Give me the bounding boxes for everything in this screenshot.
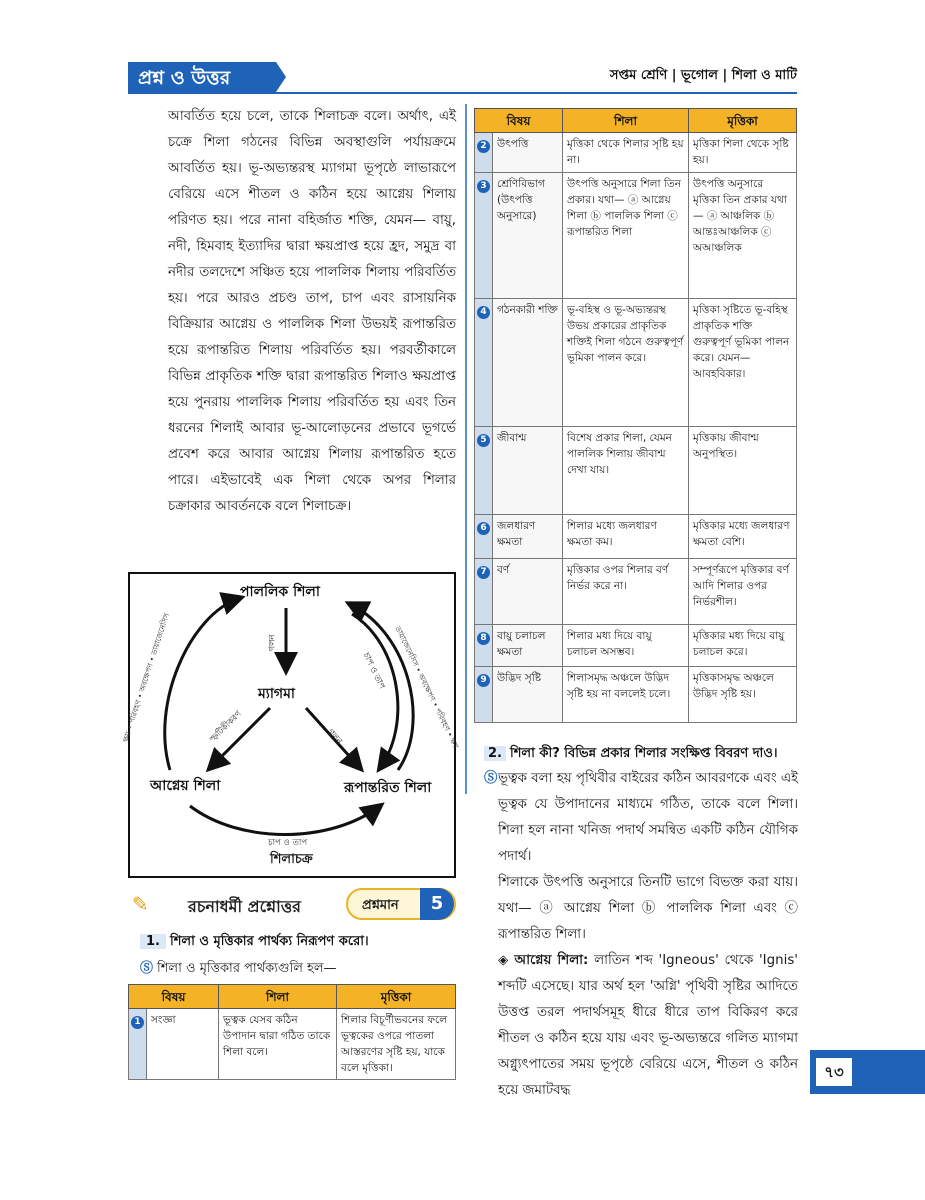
node-magma: ম্যাগমা (258, 686, 295, 702)
table-row (475, 559, 797, 625)
row-rock: ভূ-বহিস্থ ও ভূ-অভ্যন্তরস্থ উভয় প্রকারের প্রাকৃতিক শক্তিই শিলা গঠনে গুরুত্বপূর্ণ ভূমিকা পালন করে। (563, 299, 689, 427)
table-row (475, 667, 797, 723)
row-number-badge: 4 (477, 306, 490, 319)
row-subject: জীবাশ্ম (493, 427, 563, 515)
label-melt-2: গলন (325, 727, 344, 747)
row-rock: শিলার মধ্যে জলধারণ ক্ষমতা কম। (563, 515, 689, 559)
marks-label: প্রশ্নমান (362, 898, 399, 913)
table-row (475, 625, 797, 667)
answer-1-text: শিলা ও মৃত্তিকার পার্থক্যগুলি হল— (157, 961, 337, 976)
left-column (128, 104, 456, 520)
question-2 (484, 744, 800, 765)
question-1 (140, 932, 456, 980)
question-1-body: শিলা ও মৃত্তিকার পার্থক্য নিরূপণ করো। (169, 934, 369, 949)
section-heading (128, 888, 456, 920)
rock-cycle-diagram (120, 572, 461, 878)
row-rock: বিশেষ প্রকার শিলা, যেমন পাললিক শিলায় জীবাশ্ম দেখা যায়। (563, 427, 689, 515)
row-soil: মৃত্তিকা সৃষ্টিতে ভূ-বহিস্থ প্রাকৃতিক শক্তি গুরুত্বপূর্ণ ভূমিকা পালন করে। যেমন—আবহবিকার। (689, 299, 797, 427)
answer-icon: Ⓢ (484, 771, 498, 786)
table-header-rock-2: শিলা (563, 109, 689, 133)
row-number (475, 173, 493, 299)
row-subject: শ্রেণিবিভাগ (উৎপত্তি অনুসারে) (493, 173, 563, 299)
table-header-soil-2: মৃত্তিকা (689, 109, 797, 133)
row-number (475, 559, 493, 625)
igneous-text: লাতিন শব্দ 'Igneous' থেকে 'Ignis' শব্দটি এসেছে। যার অর্থ হল 'অগ্নি' পৃথিবী সৃষ্টির আদিতে উত্তপ্ত তরল পদার্থসমূহ ধীরে ধীরে তাপ বিকিরণ করে শীতল ও কঠিন হয়ে যায় এবং ভূ-অভ্যন্তরে গলিত ম্যাগমা অগ্ন্যুৎপাতের সময় ভূপৃষ্ঠে বেরিয়ে এসে, শীতল ও কঠিন হয়ে জমাটবদ্ধ (498, 953, 798, 1098)
row-number-badge: 2 (477, 140, 490, 153)
question-1-number: 1. (140, 934, 166, 949)
row-soil: মৃত্তিকার মধ্যে জলধারণ ক্ষমতা বেশি। (689, 515, 797, 559)
row-subject: উৎপত্তি (493, 133, 563, 173)
row-number-badge: 7 (477, 566, 490, 579)
row-subject: সংজ্ঞা (147, 1009, 219, 1080)
table-row (475, 173, 797, 299)
breadcrumb: সপ্তম শ্রেণি | ভূগোল | শিলা ও মাটি (609, 68, 797, 83)
question-2-number: 2. (484, 746, 506, 761)
row-soil: মৃত্তিকা শিলা থেকে সৃষ্টি হয়। (689, 133, 797, 173)
comparison-table-part2 (474, 108, 797, 723)
row-number-badge: 9 (477, 674, 490, 687)
row-rock: মৃত্তিকার ওপর শিলার বর্ণ নির্ভর করে না। (563, 559, 689, 625)
row-number (475, 299, 493, 427)
table-row (475, 427, 797, 515)
table-header-soil: মৃত্তিকা (337, 985, 456, 1009)
comparison-table-part1 (128, 984, 456, 1080)
row-subject: গঠনকারী শক্তি (493, 299, 563, 427)
row-soil: উৎপত্তি অনুসারে মৃত্তিকা তিন প্রকার যথা— ⓐ আঞ্চলিক ⓑ আন্তঃআঞ্চলিক ⓒ অআঞ্চলিক (689, 173, 797, 299)
table-row (475, 133, 797, 173)
row-subject: উদ্ভিদ সৃষ্টি (493, 667, 563, 723)
column-divider (465, 104, 467, 794)
node-sedimentary: পাললিক শিলা (240, 584, 320, 600)
section-title: রচনাধর্মী প্রশ্নোত্তর (188, 897, 301, 916)
row-number-badge: 5 (477, 434, 490, 447)
table-header-subject: বিষয় (129, 985, 219, 1009)
table-row (129, 1009, 456, 1080)
igneous-heading: ◈ আগ্নেয় শিলা: (498, 953, 589, 968)
arrow-igneous-to-metamorphic (190, 806, 380, 835)
table-row (475, 299, 797, 427)
row-number-badge: 6 (477, 522, 490, 535)
row-rock: ভূত্বক যেসব কঠিন উপাদান দ্বারা গঠিত তাকে শিলা বলে। (219, 1009, 337, 1080)
row-subject: বায়ু চলাচল ক্ষমতা (493, 625, 563, 667)
row-number (475, 667, 493, 723)
label-pressure-heat: চাপ ও তাপ (360, 651, 387, 691)
row-number-badge: 8 (477, 632, 490, 645)
table-header-rock: শিলা (219, 985, 337, 1009)
row-soil: শিলার বিচূর্ণীভবনের ফলে ভূত্বকের ওপরে পাতলা আস্তরণের সৃষ্টি হয়, যাকে বলে মৃত্তিকা। (337, 1009, 456, 1080)
answer-icon: Ⓢ (140, 961, 154, 976)
label-pressure-heat-2: চাপ ও তাপ (268, 838, 308, 848)
label-left-arc: ক্ষয় • পরিবহণ • অবক্ষেপণ • ডায়াজেনেসিস (120, 611, 172, 744)
row-soil: সম্পূর্ণরূপে মৃত্তিকার বর্ণ আদি শিলার ওপর নির্ভরশীল। (689, 559, 797, 625)
answer-2-paragraph-2: শিলাকে উৎপত্তি অনুসারে তিনটি ভাগে বিভক্ত করা যায়। যথা— ⓐ আগ্নেয় শিলা ⓑ পাললিক শিলা এবং ⓒ রূপান্তরিত শিলা। (498, 875, 798, 942)
answer-2 (484, 766, 799, 1104)
row-rock: শিলার মধ্য দিয়ে বায়ু চলাচল অসম্ভব। (563, 625, 689, 667)
row-number-badge: 1 (131, 1016, 144, 1029)
row-number (475, 427, 493, 515)
table-header-subject-2: বিষয় (475, 109, 563, 133)
page-number-bar (810, 1050, 925, 1094)
row-number-badge: 3 (477, 180, 490, 193)
label-melt: গলন (267, 634, 278, 652)
rock-cycle-arrows (130, 574, 454, 876)
node-igneous: আগ্নেয় শিলা (150, 778, 221, 794)
answer-2-paragraph-1: ভূত্বক বলা হয় পৃথিবীর বাইরের কঠিন আবরণকে এবং এই ভূত্বক যে উপাদানের মাধ্যমে গঠিত, তাকে বলে শিলা। শিলা হল নানা খনিজ পদার্থ সমন্বিত একটি কঠিন যৌগিক পদার্থ। (498, 771, 799, 864)
arrow-igneous-to-sedimentary (165, 598, 240, 770)
row-soil: মৃত্তিকাসমৃদ্ধ অঞ্চলে উদ্ভিদ সৃষ্টি হয়। (689, 667, 797, 723)
label-crystallization: স্ফটিকীকরণ (208, 709, 244, 745)
rock-cycle-paragraph: আবর্তিত হয়ে চলে, তাকে শিলাচক্র বলে। অর্থাৎ, এই চক্রে শিলা গঠনের বিভিন্ন অবস্থাগুলি পর্যায়ক্রমে আবর্তিত হয়। ভূ-অভ্যন্তরস্থ ম্যাগমা ভূপৃষ্ঠে লাভারূপে বেরিয়ে এসে শীতল ও কঠিন হয়ে আগ্নেয় শিলায় পরিণত হয়। পরে নানা বহির্জাত শক্তি, যেমন— বায়ু, নদী, হিমবাহ ইত্যাদির দ্বারা ক্ষয়প্রাপ্ত হয়ে হ্রদ, সমুদ্র বা নদীর তলদেশে সঞ্চিত হয়ে পাললিক শিলায় পরিবর্তিত হয়। পরে আরও প্রচণ্ড তাপ, চাপ এবং রাসায়নিক বিক্রিয়ার আগ্নেয় ও পাললিক শিলা উভয়ই রূপান্তরিত হয়ে রূপান্তরিত শিলায় পরিবর্তিত হয়। পরবর্তীকালে বিভিন্ন প্রাকৃতিক শক্তি দ্বারা রূপান্তরিত শিলাও ক্ষয়প্রাপ্ত হয়ে পুনরায় পাললিক শিলায় পরিবর্তিত হয় এবং তিন ধরনের শিলাই আবার ভূ-আলোড়নের প্রভাবে ভূগর্ভে প্রবেশ করে আবার আগ্নেয় শিলায় রূপান্তরিত হতে পারে। এইভাবেই এক শিলা থেকে অপর শিলার চক্রাকার আবর্তনকে বলে শিলাচক্র। (168, 109, 456, 514)
answer-1-lead (140, 957, 456, 980)
row-number (129, 1009, 147, 1080)
row-rock: শিলাসমৃদ্ধ অঞ্চলে উদ্ভিদ সৃষ্টি হয় না বললেই চলে। (563, 667, 689, 723)
row-soil: মৃত্তিকায় জীবাশ্ম অনুপস্থিত। (689, 427, 797, 515)
diagram-title: শিলাচক্র (270, 852, 313, 867)
row-number (475, 515, 493, 559)
label-right-arc: ডায়াজেনেসিস • অবক্ষেপণ • পরিবহণ • ক্ষয় (393, 624, 461, 750)
marks-badge (346, 888, 456, 920)
answer-2-paragraph-3 (498, 948, 798, 1104)
row-soil: মৃত্তিকার মধ্য দিয়ে বায়ু চলাচল করে। (689, 625, 797, 667)
table-row (475, 515, 797, 559)
marks-value: 5 (420, 888, 454, 920)
row-number (475, 133, 493, 173)
page-number: ৭৩ (814, 1056, 854, 1088)
row-number (475, 625, 493, 667)
row-subject: জলধারণ ক্ষমতা (493, 515, 563, 559)
pencil-icon: ✎ (132, 892, 149, 916)
row-rock: মৃত্তিকা থেকে শিলার সৃষ্টি হয় না। (563, 133, 689, 173)
question-2-text: শিলা কী? বিভিন্ন প্রকার শিলার সংক্ষিপ্ত বিবরণ দাও। (509, 746, 778, 761)
section-tag: প্রশ্ন ও উত্তর (128, 62, 276, 92)
header-divider (128, 92, 797, 94)
row-rock: উৎপত্তি অনুসারে শিলা তিন প্রকার। যথা— ⓐ আগ্নেয় শিলা ⓑ পাললিক শিলা ⓒ রূপান্তরিত শিলা (563, 173, 689, 299)
question-1-text (140, 932, 456, 953)
node-metamorphic: রূপান্তরিত শিলা (344, 780, 432, 796)
row-subject: বর্ণ (493, 559, 563, 625)
